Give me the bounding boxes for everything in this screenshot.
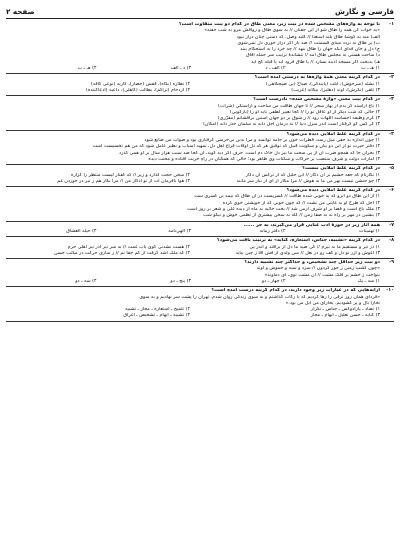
answer-options: [6, 279, 394, 285]
question-block: [6, 222, 394, 238]
answer-option[interactable]: ۴) که ملک اشد گرفت از گم جفا نم // ز ساری حرکت در مکتب حسن: [53, 250, 190, 256]
answer-option[interactable]: ۱) نگارنام که جعه‌ حشیم بر آن دگار // این حلیل که از نرگس آن دگار: [245, 172, 380, 178]
question-text: آرایه‌هایی که در عبارات زیر وجود دارند، در کدام گزینه درست آمده است؟: [211, 288, 380, 294]
answer-option[interactable]: ۲) چهار ـ دو: [261, 278, 286, 284]
question-text: در کدام گزینه غلط املایی دیده می‌شود؟: [286, 131, 380, 137]
question-line: ۳) بحران جا که همچو ضرب آن از پی سخت ما نیز دل خاک دم است. حرف اگر دید گوید، آن کجا صد سبب هزار سال یر او همی گذرد: [118, 150, 380, 156]
answer-option[interactable]: ۳) کنایه ـ حسن تعلیل ـ ایهام ـ مجاز: [310, 313, 380, 319]
question-number: ۳-: [389, 97, 394, 103]
answer-option[interactable]: ۳) پنج ـ دو: [170, 278, 191, 284]
answer-option[interactable]: ۴) هوا نافرمان ات از تو اذکار من // مرا نگار هم ز تیر در خوردن غم: [57, 178, 190, 184]
question-line: «چون گشتِ زمین ز جور گردون // سرد و سیه و خموش و آوند: [256, 266, 380, 272]
question-line: «فردای همان روز ترقی را رها کردیم که با رکاب گذاشتم و به سوی زندگی روان شدم. تهران را پشت سر نهادیم و به سوی: [139, 294, 380, 300]
question-line: هـ) بدبخت اگر مسجد آدینه بسازد // یا طاق فرود آید یا قبله کج آید: [251, 59, 380, 65]
question-block: [6, 259, 394, 287]
question-line: ۱) باغ آراسته گر بدم از بهار سحر // تا جهان طاقت من ساخت و آراستگی (شراب): [218, 103, 380, 109]
answer-option[interactable]: ۱) تهمینات: [359, 228, 380, 234]
answer-option[interactable]: ۳) د ـ الف: [170, 66, 191, 72]
answer-options: [6, 173, 394, 186]
question-line: ج) دل و جان فدای آنکه جهان را طاق بنهد // چه خرد را به استحکام ببند: [240, 47, 380, 53]
question-text: در کدام گزینه «تشبیه، جناس، استعاره، کنایه» به ترتیب یافت می‌شود؟: [216, 238, 380, 244]
question-line: د) ساحت هستی به مجلس طاق آمد // بنشاندهٔ ترتیب سر جمله آفاق: [245, 53, 380, 59]
question-line: بنواخت ز خشم بر فلک مشت // آن مشت توی، ای دماوند»: [264, 272, 380, 278]
answer-option[interactable]: ۲) نظاره (نگاه)، قفس (حصار)، کاریه (نوعی کافه): [91, 81, 190, 87]
answer-option[interactable]: ۴) تشبیه ـ ایهام ـ تشخیص ـ اغراق: [123, 313, 190, 319]
answer-options: [6, 82, 394, 95]
question-line: ۳) گرم وظیفه احساسه اللهات رود // ز شوق بر دو جهان آستین برافشانم (مقرّری): [217, 116, 380, 122]
question-text: همه آثار زیر در حوزهٔ ادب غنایی قرار می‌گیرند، به جز ......: [243, 222, 380, 228]
question-text: در کدام بیت معنی «واژهٔ مشخص شده» نادرست است؟: [253, 97, 380, 103]
question-line: ۴) امارات دولت و شرف منتصب بر حرکات و سکنات وی ظاهر بود؛ حالی که همگنان در راهِ خربت افتاده و محنت دیده: [148, 156, 380, 162]
question-text: در کدام گزینه معنی همهٔ واژه‌ها به درستی آمده است؟: [254, 75, 380, 81]
answer-option[interactable]: ۴) هـ ـ ب: [77, 66, 97, 72]
question-line: ۴) بنشین در مهر بر راه نه به صفا زمن // گله به سخن بیشتری از نظمی خوش و نیکو شب: [203, 213, 380, 219]
answer-option[interactable]: ۲) تلمیح ـ استعاره ـ مجاز ـ تشبیه: [125, 307, 190, 313]
answer-option[interactable]: ۲) دفتر زمانه: [259, 228, 286, 234]
question-block: [6, 287, 394, 321]
answer-option[interactable]: ۱) تضاد ـ پارادوکس ـ جناس ـ تکرار: [310, 307, 380, 313]
question-line: ۴) گر کس کو گرفتار است اندر منزل دنیا // نه درمان اجل دانه نه سلمان حذر داند (امکان): [203, 122, 380, 128]
question-text: دو بیت زیر حداقل چند تشخیص، و حداکثر چند تشبیه دارند؟: [244, 260, 380, 266]
question-number: ۶-: [389, 188, 394, 194]
question-line: ۱) از این طاق دو ابرو که به خوبی شده طاقت // کسریست در آن طاق که بیمه بن کسری ست: [194, 194, 380, 200]
question-number: ۷-: [389, 222, 394, 228]
question-block: [6, 237, 394, 259]
answer-option[interactable]: ۳) تلقی (نگرش)، آوند (دهلیز)، بیگانه (غریب): [291, 87, 380, 93]
subject-title: فارسی و نگارش: [335, 6, 394, 16]
question-header: [6, 97, 394, 103]
question-block: [6, 21, 394, 74]
question-line: الف) منه به گوشهٔ طاق بلند استغنا // کلید وصل، که دستی چنان دراز نبود: [236, 34, 380, 40]
question-text: با توجه به واژه‌های مشخص شده در بیت زیر، معنی طاق در کدام دو بیت متفاوت است؟: [178, 22, 380, 27]
question-line: ۲) حالی که شب دیگر از او عاقل تو را // کجا تعبیر لطفی باید او را (بازگویی): [229, 109, 380, 115]
question-block: [6, 165, 394, 187]
question-number: ۱۰-: [386, 288, 394, 294]
question-line: بخارا بال و پر گشودیم. بخارای من ایل من بود.»: [285, 300, 380, 306]
question-number: ۴-: [389, 131, 394, 137]
answer-option[interactable]: ۲) الف ـ د: [265, 66, 286, 72]
answer-option[interactable]: ۳) چو جنشن تیست بهر من ما به هوش // مرا مکار از ای از نیاز سر مانند: [236, 178, 380, 184]
question-block: [6, 96, 394, 130]
answer-option[interactable]: ۲) سخن حجت گذارد و زیر // که گفتار لیست منتظر را گزاره: [70, 172, 190, 178]
question-number: ۲-: [389, 75, 394, 81]
answer-option[interactable]: ۱) نشئه (سرخوش)، ابلت (پایندگی)، صباح (بی صبحگاهی): [266, 81, 380, 87]
answer-options: [6, 245, 394, 258]
question-header: [6, 288, 394, 294]
page-number: صفحه ۲: [6, 6, 35, 16]
question-line: ب) بر طاق نه تردد مینای قسمتت // صد بار اگر دراز خوری دل نمی‌شوی: [237, 40, 380, 46]
question-block: [6, 131, 394, 165]
questions-list: [6, 21, 394, 322]
answer-options: [6, 307, 394, 320]
question-number: ۸-: [389, 238, 394, 244]
question-block: [6, 187, 394, 221]
answer-options: [6, 229, 394, 235]
question-text: در کدام گزینه غلط املایی دیده می‌شود؟: [286, 188, 380, 194]
answer-option[interactable]: ۴) ازدحام (تراکم)، بطالت (کاهلی)، داعیه (ادعاکننده): [86, 87, 190, 93]
question-block: [6, 74, 394, 96]
answer-option[interactable]: ۱) هـ ـ ب: [361, 66, 380, 72]
answer-option[interactable]: ۳) آغوش و آزر تو دل و کف رو در بغل // سن ولدی از فش اقا ز چین بیاید: [235, 250, 380, 256]
answer-options: [6, 66, 394, 72]
answer-option[interactable]: ۳) الهی‌نامه: [168, 228, 191, 234]
question-line: ۱) چون اندازه به حقی میل رسد، قطرات خون بر جامه توانمند و مرا بدین بی‌حرمتی گرفتاری بود و صواب من ضایع شود: [144, 138, 380, 144]
question-line: ۲) اجل که طرح او به غایتی من نشت // که چون خوبی که از خویشتن خوی کرده: [222, 200, 380, 206]
answer-option[interactable]: ۱) سه ـ یک: [357, 278, 380, 284]
page-header: [6, 4, 394, 19]
answer-option[interactable]: ۴) حیله العشاق: [66, 228, 97, 234]
question-text: در کدام گزینه غلط املایی نیست؟: [302, 166, 380, 172]
question-number: ۱-: [389, 22, 394, 27]
question-number: ۹-: [389, 260, 394, 266]
question-line: ۳) ملک باغ است و فضا بر او شرف آرمن شد // بخت خائیه نه ماه از دیده غلی و شعر بر روز است: [187, 207, 380, 213]
question-line: ۲) دفتر حیرت تو از این دو بیان و سکونت قبیل که توفیق هر که دل اوقات فراغ اهل دل، تمهید اسباب و نظیر عامل شود که من هم تخسیست است: [92, 144, 380, 150]
question-number: ۵-: [389, 166, 394, 172]
question-line: «به خواب کن همه را طاق شو از این جفتان // به سوی طاق و رواقش مرو به شب خفته»: [204, 28, 380, 34]
answer-option[interactable]: ۱) ذر تیر و مستقیم ما به تیرم // کی صید ما دل از برافتد و اندر پی: [249, 244, 380, 250]
answer-option[interactable]: ۴) سه ـ دو: [75, 278, 97, 284]
answer-option[interactable]: ۲) هست نشدنی کوی باب غمت // به سر تیر آذر تیر اهلی خرم: [67, 244, 190, 250]
